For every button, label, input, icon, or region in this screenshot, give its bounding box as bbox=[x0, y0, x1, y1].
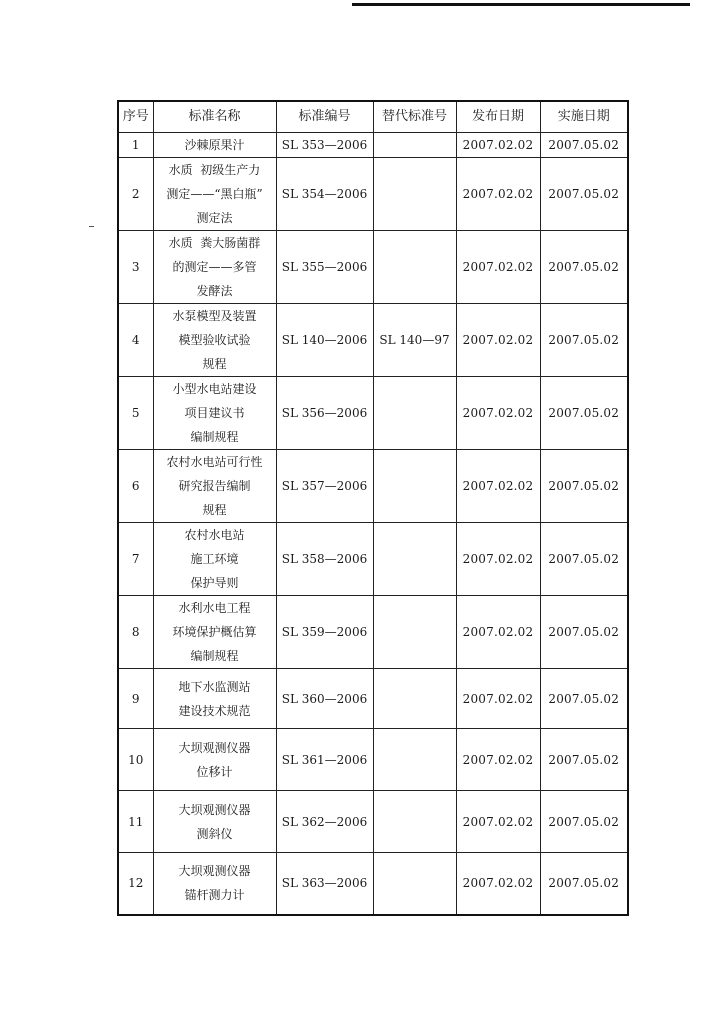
table-row bbox=[118, 158, 628, 231]
publish-date: 2007.02.02 bbox=[456, 669, 540, 729]
table-row bbox=[118, 596, 628, 669]
table-row bbox=[118, 450, 628, 523]
row-index: 5 bbox=[118, 377, 153, 450]
replaced-standard bbox=[373, 596, 456, 669]
standard-name bbox=[153, 304, 276, 377]
standard-name bbox=[153, 729, 276, 791]
standard-name bbox=[153, 377, 276, 450]
standard-code: SL 358—2006 bbox=[276, 523, 373, 596]
table-row bbox=[118, 729, 628, 791]
header-row bbox=[118, 101, 628, 133]
row-index: 8 bbox=[118, 596, 153, 669]
row-index: 1 bbox=[118, 133, 153, 158]
row-index: 4 bbox=[118, 304, 153, 377]
standard-name-line: 水质 粪大肠菌群 bbox=[168, 236, 261, 250]
replaced-standard bbox=[373, 523, 456, 596]
publish-date: 2007.02.02 bbox=[456, 304, 540, 377]
publish-date: 2007.02.02 bbox=[456, 729, 540, 791]
table-row bbox=[118, 133, 628, 158]
standard-name-line: 锚杆测力计 bbox=[184, 888, 245, 903]
row-index: 3 bbox=[118, 231, 153, 304]
publish-date: 2007.02.02 bbox=[456, 523, 540, 596]
standard-name-line: 沙棘原果汁 bbox=[184, 138, 245, 152]
standard-name-line: 大坝观测仪器 bbox=[178, 864, 251, 879]
header-code: 标准编号 bbox=[276, 101, 373, 133]
standard-name-line: 农村水电站 bbox=[184, 528, 245, 542]
effective-date: 2007.05.02 bbox=[540, 669, 628, 729]
standard-name-line: 水利水电工程 bbox=[178, 601, 251, 615]
standard-name-line: 编制规程 bbox=[190, 430, 239, 444]
effective-date: 2007.05.02 bbox=[540, 231, 628, 304]
publish-date: 2007.02.02 bbox=[456, 791, 540, 853]
table-row bbox=[118, 377, 628, 450]
row-index: 9 bbox=[118, 669, 153, 729]
standard-name-line: 环境保护概估算 bbox=[172, 625, 257, 639]
table-row bbox=[118, 304, 628, 377]
standard-name-line: 规程 bbox=[202, 357, 227, 371]
standard-name bbox=[153, 791, 276, 853]
standard-name-line: 大坝观测仪器 bbox=[178, 740, 251, 755]
replaced-standard bbox=[373, 791, 456, 853]
effective-date: 2007.05.02 bbox=[540, 133, 628, 158]
header-index: 序号 bbox=[118, 101, 153, 133]
replaced-standard: SL 140—97 bbox=[373, 304, 456, 377]
standard-name-line: 水质 初级生产力 bbox=[168, 163, 261, 177]
effective-date: 2007.05.02 bbox=[540, 377, 628, 450]
standard-name-line: 保护导则 bbox=[190, 576, 239, 590]
standard-name-line: 地下水监测站 bbox=[178, 679, 251, 694]
effective-date: 2007.05.02 bbox=[540, 523, 628, 596]
replaced-standard bbox=[373, 377, 456, 450]
publish-date: 2007.02.02 bbox=[456, 231, 540, 304]
standard-code: SL 360—2006 bbox=[276, 669, 373, 729]
replaced-standard bbox=[373, 231, 456, 304]
row-index: 7 bbox=[118, 523, 153, 596]
table-row bbox=[118, 853, 628, 915]
replaced-standard bbox=[373, 669, 456, 729]
top-rule bbox=[352, 3, 690, 6]
effective-date: 2007.05.02 bbox=[540, 596, 628, 669]
replaced-standard bbox=[373, 853, 456, 915]
standard-name-line: 测斜仪 bbox=[196, 826, 233, 841]
standard-name bbox=[153, 450, 276, 523]
standard-name-line: 大坝观测仪器 bbox=[178, 802, 251, 817]
row-index: 2 bbox=[118, 158, 153, 231]
publish-date: 2007.02.02 bbox=[456, 596, 540, 669]
scan-mark bbox=[89, 226, 94, 227]
standard-name-line: 规程 bbox=[202, 503, 227, 517]
effective-date: 2007.05.02 bbox=[540, 729, 628, 791]
table-row bbox=[118, 231, 628, 304]
standard-name bbox=[153, 133, 276, 158]
standard-name-line: 模型验收试验 bbox=[178, 333, 251, 347]
standard-name bbox=[153, 853, 276, 915]
table-row bbox=[118, 669, 628, 729]
replaced-standard bbox=[373, 450, 456, 523]
standard-code: SL 356—2006 bbox=[276, 377, 373, 450]
standard-name bbox=[153, 596, 276, 669]
standard-code: SL 363—2006 bbox=[276, 853, 373, 915]
standard-name bbox=[153, 158, 276, 231]
publish-date: 2007.02.02 bbox=[456, 133, 540, 158]
header-effective-date: 实施日期 bbox=[540, 101, 628, 133]
standard-code: SL 361—2006 bbox=[276, 729, 373, 791]
header-publish-date: 发布日期 bbox=[456, 101, 540, 133]
standard-name-line: 测定——“黑白瓶” bbox=[166, 187, 263, 201]
standard-name-line: 项目建议书 bbox=[184, 406, 245, 420]
standard-name-line: 研究报告编制 bbox=[178, 479, 251, 493]
standard-code: SL 354—2006 bbox=[276, 158, 373, 231]
standard-name-line: 建设技术规范 bbox=[178, 703, 251, 718]
standard-name bbox=[153, 231, 276, 304]
standard-name-line: 施工环境 bbox=[190, 552, 239, 566]
effective-date: 2007.05.02 bbox=[540, 304, 628, 377]
table-row bbox=[118, 523, 628, 596]
publish-date: 2007.02.02 bbox=[456, 158, 540, 231]
publish-date: 2007.02.02 bbox=[456, 450, 540, 523]
row-index: 11 bbox=[118, 791, 153, 853]
effective-date: 2007.05.02 bbox=[540, 158, 628, 231]
row-index: 10 bbox=[118, 729, 153, 791]
standard-code: SL 353—2006 bbox=[276, 133, 373, 158]
standard-name bbox=[153, 669, 276, 729]
standard-name-line: 发酵法 bbox=[196, 284, 233, 298]
publish-date: 2007.02.02 bbox=[456, 853, 540, 915]
standard-name-line: 水泵模型及装置 bbox=[172, 309, 257, 323]
standard-code: SL 140—2006 bbox=[276, 304, 373, 377]
standard-code: SL 357—2006 bbox=[276, 450, 373, 523]
standard-name-line: 位移计 bbox=[196, 764, 233, 779]
publish-date: 2007.02.02 bbox=[456, 377, 540, 450]
replaced-standard bbox=[373, 158, 456, 231]
row-index: 12 bbox=[118, 853, 153, 915]
standard-name bbox=[153, 523, 276, 596]
standard-code: SL 362—2006 bbox=[276, 791, 373, 853]
table-row bbox=[118, 791, 628, 853]
standard-name-line: 编制规程 bbox=[190, 649, 239, 663]
standard-name-line: 的测定——多管 bbox=[172, 260, 257, 274]
replaced-standard bbox=[373, 729, 456, 791]
standard-code: SL 359—2006 bbox=[276, 596, 373, 669]
effective-date: 2007.05.02 bbox=[540, 853, 628, 915]
effective-date: 2007.05.02 bbox=[540, 791, 628, 853]
effective-date: 2007.05.02 bbox=[540, 450, 628, 523]
standards-table bbox=[117, 100, 629, 916]
standard-name-line: 农村水电站可行性 bbox=[166, 455, 263, 469]
standard-code: SL 355—2006 bbox=[276, 231, 373, 304]
standard-name-line: 测定法 bbox=[196, 211, 233, 225]
header-name: 标准名称 bbox=[153, 101, 276, 133]
row-index: 6 bbox=[118, 450, 153, 523]
header-replace: 替代标准号 bbox=[373, 101, 456, 133]
standard-name-line: 小型水电站建设 bbox=[172, 382, 257, 396]
replaced-standard bbox=[373, 133, 456, 158]
